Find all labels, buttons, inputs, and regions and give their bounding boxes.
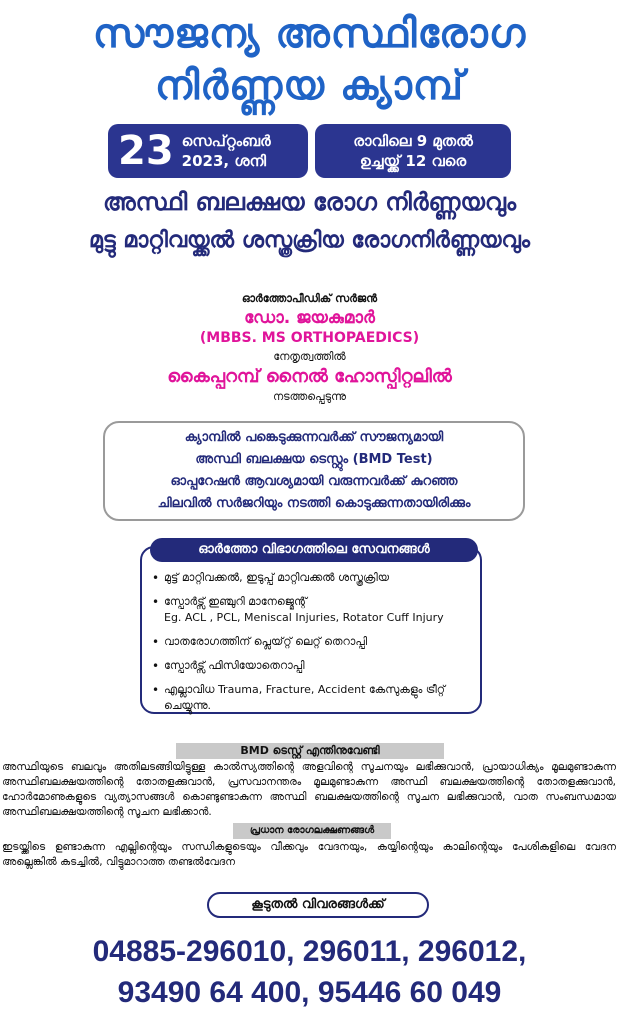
date-day: 23: [118, 128, 174, 174]
offer-line: ഓപ്പറേഷൻ ആവശ്യമായി വരുന്നവർക്ക് കുറഞ്ഞ: [170, 474, 458, 489]
doctor-name: ഡോ. ജയകുമാർ: [244, 308, 375, 328]
doctor-role: ഓർത്തോപീഡിക് സർജൻ: [241, 292, 378, 305]
doctor-degree: (MBBS. MS ORTHOPAEDICS): [199, 330, 420, 346]
phone-numbers-line2: 93490 64 400, 95446 60 049: [117, 976, 502, 1009]
offer-line: ക്യാമ്പിൽ പങ്കെടുക്കുന്നവർക്ക് സൗജന്യമായി: [184, 430, 444, 445]
services-heading: ഓർത്തോ വിഭാഗത്തിലെ സേവനങ്ങൾ: [150, 538, 478, 562]
date-year-weekday: 2023, ശനി: [181, 152, 267, 170]
hospital-name: കൈപ്പറമ്പ് നൈൽ ഹോസ്പിറ്റലിൽ: [167, 366, 452, 387]
bmd-paragraph: അസ്ഥിയുടെ ബലവും അതിലടങ്ങിയിട്ടുള്ള കാൽസ്യത്തിന്റെ അളവിന്റെ സൂചനയും ലഭിക്കുവാൻ, പ്രായാധിക്യം മൂലമുണ്ടാകുന്ന അസ്ഥിബലക്ഷയത്തിന്റെ തോതളക്കുവാൻ, പ്രസവാനന്തരം മൂലമുണ്ടാകുന്ന അസ്ഥി ബലക്ഷയത്തിന്റെ തോതളക്കുവാൻ, ഹോർമോണുകളുടെ വ്യത്യാസങ്ങൾ കൊണ്ടുണ്ടാകുന്ന അസ്ഥി ബലക്ഷയത്തിന്റെ സൂചന ലഭിക്കുവാൻ, വാത സംബന്ധമായ അസ്ഥിബലക്ഷയത്തിന്റെ സൂചന ലഭിക്കാൻ.: [2, 761, 616, 818]
symptoms-paragraph: ഇടയ്ക്കിടെ ഉണ്ടാകുന്ന എല്ലിന്റെയും സന്ധികളുടെയും വീക്കവും വേദനയും, കയ്യിന്റെയും കാലിന്റെയും പേശികളിലെ വേദന അല്ലെങ്കിൽ കടച്ചിൽ, വിട്ടുമാറാത്ത തണ്ടൽവേദന: [2, 841, 616, 868]
service-item: • സ്പോർട്സ് ഫിസിയോതെറാപ്പി: [152, 658, 472, 674]
time-badge: [315, 124, 511, 178]
lead-text: നേതൃത്വത്തിൽ: [273, 350, 346, 363]
service-item: • എല്ലാവിധ Trauma, Fracture, Accident കേസുകളും ട്രീറ്റ് ചെയ്യുന്നു.: [152, 682, 472, 714]
subtitle-line1: അസ്ഥി ബലക്ഷയ രോഗ നിർണ്ണയവും: [102, 188, 517, 216]
offer-line: അസ്ഥി ബലക്ഷയ ടെസ്റ്റും (BMD Test): [195, 452, 433, 467]
service-item: • വാതരോഗത്തിന് പ്ലെയ്റ്റ് ലെറ്റ് തെറാപ്പി: [152, 634, 472, 650]
offer-box: [103, 421, 525, 521]
date-badge: [108, 124, 308, 178]
service-item: • സ്പോർട്സ് ഇഞ്ചുറി മാനേജ്മെന്റ് Eg. ACL , PCL, Meniscal Injuries, Rotator Cuff Injury: [152, 594, 472, 626]
date-month: സെപ്റ്റംബർ: [181, 132, 271, 150]
bmd-heading: BMD ടെസ്റ്റ് എന്തിനുവേണ്ടി: [176, 743, 444, 759]
time-end: ഉച്ചയ്ക്ക് 12 വരെ: [359, 152, 467, 170]
services-box: [140, 546, 482, 714]
camp-title-line1: സൗജന്യ അസ്ഥിരോഗ: [92, 11, 527, 57]
time-start: രാവിലെ 9 മുതൽ: [353, 132, 473, 150]
conducted-text: നടത്തപ്പെടുന്നു: [272, 390, 347, 403]
service-item: • മുട്ട് മാറ്റിവക്കൽ, ഇടുപ്പ് മാറ്റിവക്കൽ ശസ്ത്രക്രിയ: [152, 570, 472, 586]
symptoms-heading: പ്രധാന രോഗലക്ഷണങ്ങൾ: [233, 823, 391, 839]
phone-numbers-line1: 04885-296010, 296011, 296012,: [92, 935, 527, 968]
subtitle-line2: മുട്ടു മാറ്റിവയ്ക്കൽ ശസ്ത്രക്രിയ രോഗനിർണ്ണയവും: [88, 228, 531, 253]
more-info-label: കൂടുതൽ വിവരങ്ങൾക്ക്: [207, 892, 429, 918]
offer-line: ചിലവിൽ സർജറിയും നടത്തി കൊടുക്കുന്നതായിരിക്കും: [157, 496, 471, 511]
camp-title-line2: നിർണ്ണയ ക്യാമ്പ്: [154, 63, 465, 109]
